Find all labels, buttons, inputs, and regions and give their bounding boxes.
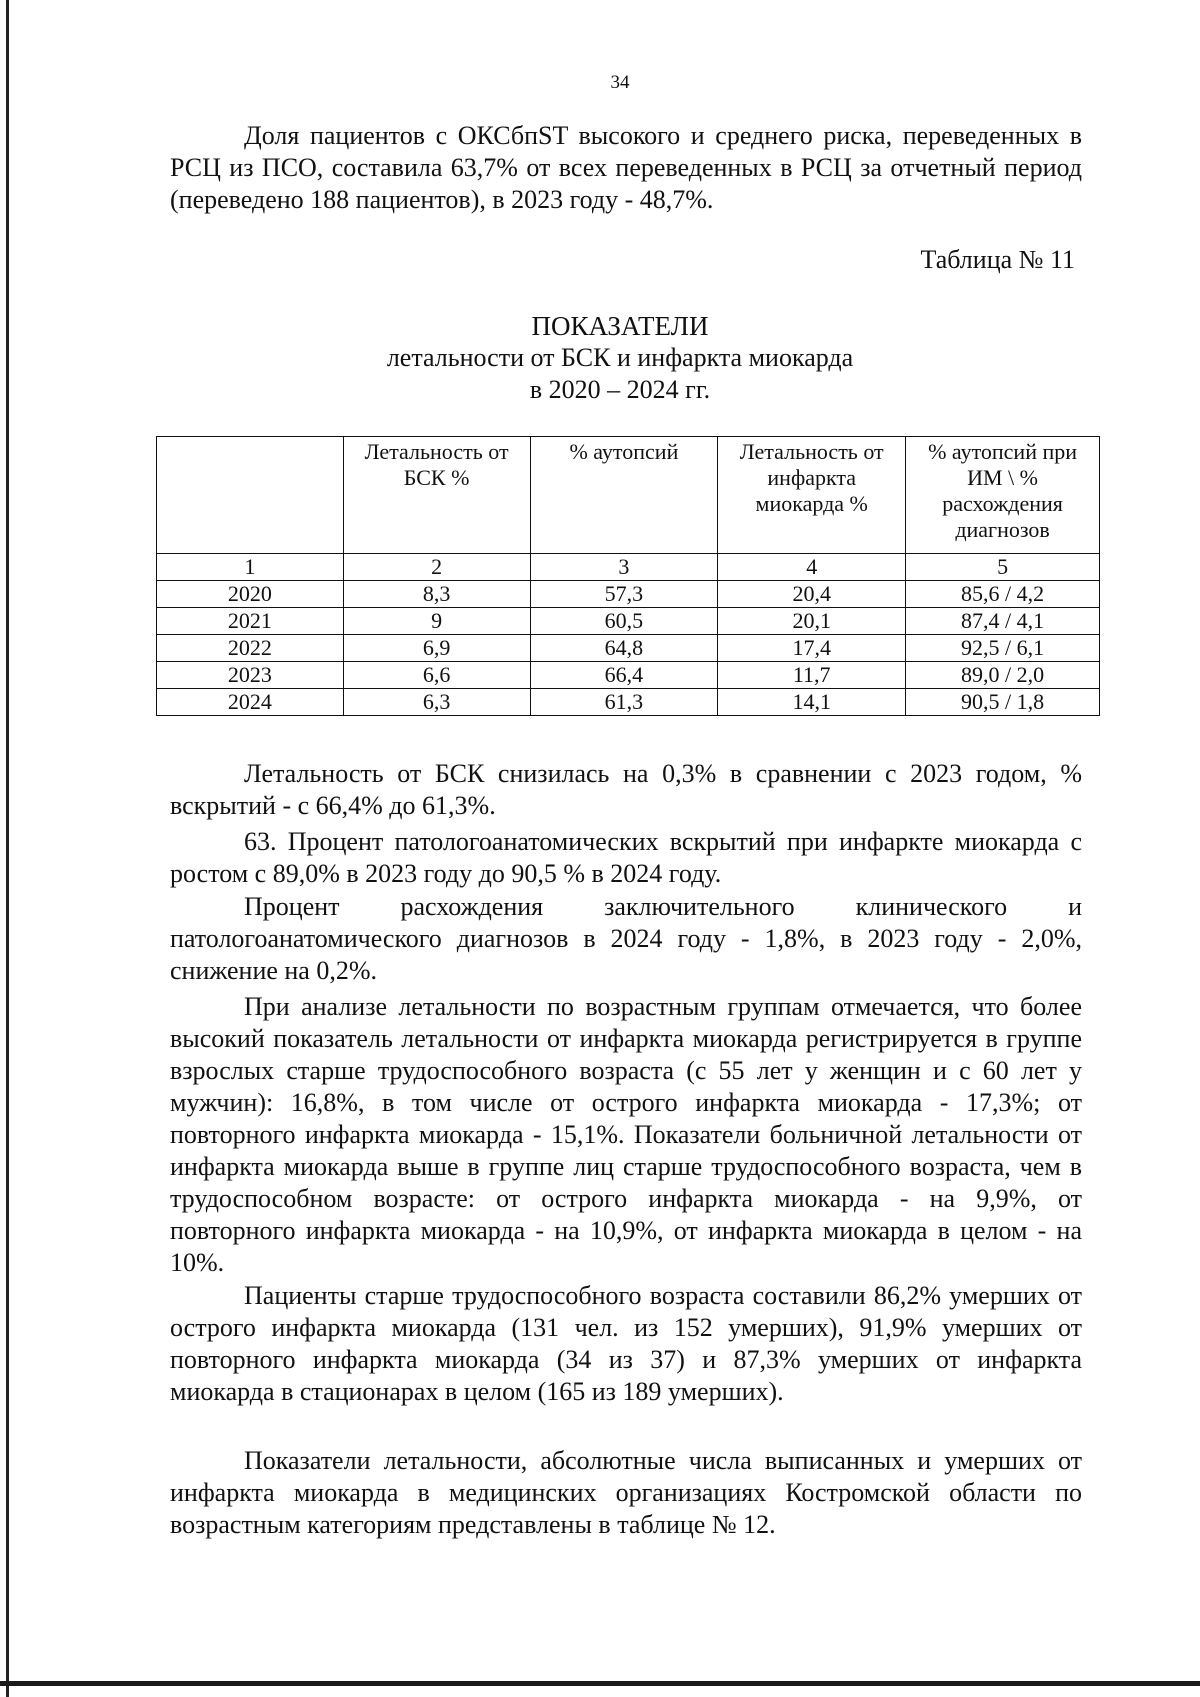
table-cell: 20,4 [718,581,906,608]
year-cell: 2020 [157,581,344,608]
paragraph-bsk-mortality: Летальность от БСК снизилась на 0,3% в сравнении с 2023 годом, % вскрытий - с 66,4% до 61,3%. [170,759,1082,820]
column-number-row [157,554,1100,581]
table-cell: 92,5 / 6,1 [906,635,1100,662]
table-row [157,689,1100,716]
title-main: ПОКАЗАТЕЛИ [531,311,709,341]
header-cell-mi-autopsy-discrepancy: % аутопсий при ИМ \ % расхождения диагнозов [906,437,1100,554]
header-row [157,437,1100,554]
table-cell: 64,8 [530,635,718,662]
table-row [157,608,1100,635]
year-cell: 2023 [157,662,344,689]
paragraph-age-analysis: При анализе летальности по возрастным группам отмечается, что более высокий показатель летальности от инфаркта миокарда регистрируется в группе взрослых старше трудоспособного возраста (с 55 лет у женщин и с 60 лет у мужчин): 16,8%, в том числе от острого инфаркта миокарда - 17,3%; от повторного инфаркта миокарда - 15,1%. Показатели больничной летальности от инфаркта миокарда выше в группе лиц старше трудоспособного возраста, чем в трудоспособном возрасте: от острого инфаркта миокарда - на 9,9%, от повторного инфаркта миокарда - на 10,9%, от инфаркта миокарда в целом - на 10%. [170,992,1082,1277]
paragraph-table-12-reference: Показатели летальности, абсолютные числа выписанных и умерших от инфаркта миокарда в медицинских организациях Костромской области по возрастным категориям представлены в таблице № 12. [170,1446,1082,1539]
column-number: 5 [906,554,1100,581]
table-cell: 85,6 / 4,2 [906,581,1100,608]
scan-edge-bottom [0,1681,1200,1686]
scan-edge-left [6,0,9,1697]
table-cell: 14,1 [718,689,906,716]
mortality-table [156,436,1100,716]
paragraph-discrepancy: Процент расхождения заключительного клинического и патологоанатомического диагнозов в 2024 году - 1,8%, в 2023 году - 2,0%, снижение на 0,2%. [170,892,1082,985]
paragraph-elderly-patients: Пациенты старше трудоспособного возраста составили 86,2% умерших от острого инфаркта миокарда (131 чел. из 152 умерших), 91,9% умерших от повторного инфаркта миокарда (34 из 37) и 87,3% умерших от инфаркта миокарда в стационарах в целом (165 из 189 умерших). [170,1281,1082,1406]
paragraph-63-autopsy: 63. Процент патологоанатомических вскрытий при инфаркте миокарда с ростом с 89,0% в 2023 году до 90,5 % в 2024 году. [170,827,1082,888]
title-line-2: летальности от БСК и инфаркта миокарда [386,343,854,372]
column-number: 2 [343,554,530,581]
header-cell-mi-mortality: Летальность от инфаркта миокарда % [718,437,906,554]
table-cell: 87,4 / 4,1 [906,608,1100,635]
column-number: 4 [718,554,906,581]
table-cell: 66,4 [530,662,718,689]
column-number: 1 [157,554,344,581]
table-cell: 8,3 [343,581,530,608]
table-cell: 17,4 [718,635,906,662]
table-cell: 89,0 / 2,0 [906,662,1100,689]
header-cell-bsk-mortality: Летальность от БСК % [343,437,530,554]
table-title [300,310,940,406]
table-cell: 60,5 [530,608,718,635]
title-line-3: в 2020 – 2024 гг. [529,375,711,404]
page-number: 34 [610,72,630,93]
year-cell: 2022 [157,635,344,662]
table-cell: 61,3 [530,689,718,716]
table-cell: 9 [343,608,530,635]
column-number: 3 [530,554,718,581]
table-row [157,581,1100,608]
year-cell: 2021 [157,608,344,635]
table-row [157,635,1100,662]
table-cell: 6,9 [343,635,530,662]
table-cell: 6,6 [343,662,530,689]
table-row [157,662,1100,689]
table-cell: 11,7 [718,662,906,689]
table-cell: 6,3 [343,689,530,716]
intro-paragraph: Доля пациентов с ОКСбпST высокого и среднего риска, переведенных в РСЦ из ПСО, составила 63,7% от всех переведенных в РСЦ за отчетный период (переведено 188 пациентов), в 2023 году - 48,7%. [170,121,1082,214]
table-label: Таблица № 11 [920,245,1075,274]
header-cell-autopsy: % аутопсий [530,437,718,554]
table-cell: 57,3 [530,581,718,608]
header-cell-empty [157,437,344,554]
year-cell: 2024 [157,689,344,716]
table-cell: 90,5 / 1,8 [906,689,1100,716]
table-cell: 20,1 [718,608,906,635]
